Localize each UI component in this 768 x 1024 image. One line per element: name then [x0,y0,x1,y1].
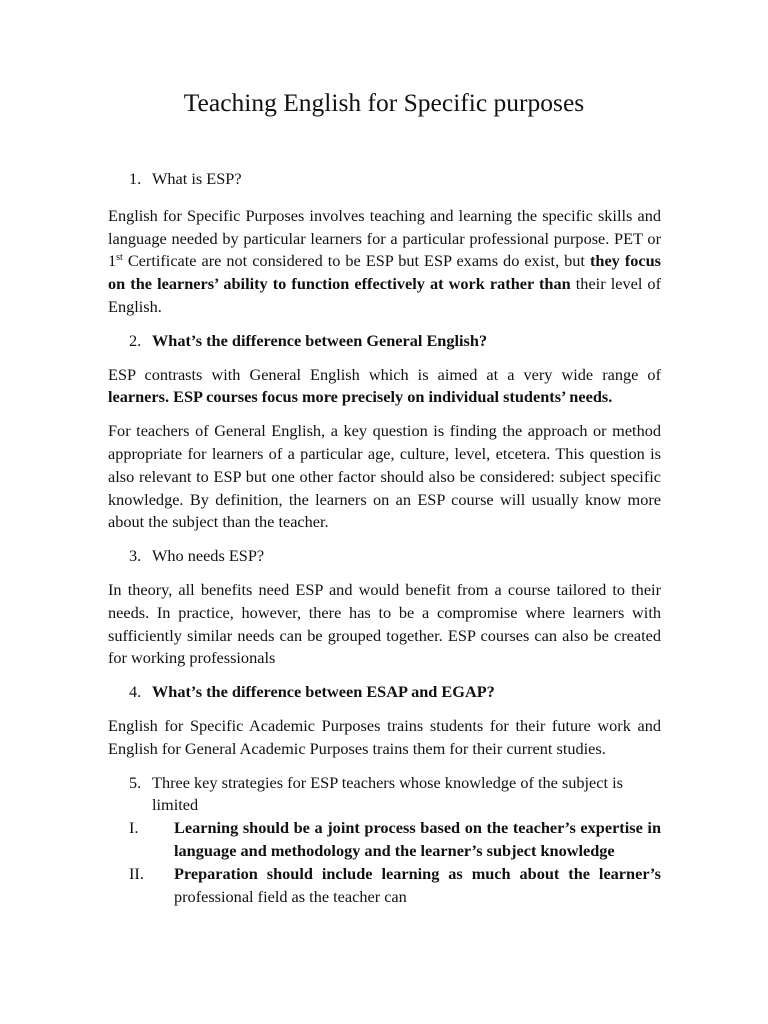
roman-numeral: II. [129,863,144,883]
list-item-text [174,863,661,909]
question-number: 3. [129,546,142,566]
question-text: What’s the difference between ESAP and EGAP? [152,682,495,702]
question-1 [108,168,661,191]
strategies-list [108,817,661,908]
paragraph-esp-contrast [108,364,661,410]
roman-numeral: I. [129,818,139,838]
bold-text: they focus on the learners’ ability to function effectively at work rather than [108,251,661,294]
question-4 [108,681,661,704]
bold-text: Preparation should include learning as much about the learner’s [174,863,661,883]
question-5 [108,772,661,818]
question-number: 5. [129,772,142,792]
paragraph-text: ESP contrasts with General English which is aimed at a very wide range of [108,364,661,384]
question-number: 4. [129,682,142,702]
question-text: What’s the difference between General English? [152,330,488,350]
list-item [108,817,661,863]
question-number: 1. [129,169,142,188]
question-text: What is ESP? [152,169,242,188]
question-number: 2. [129,330,142,350]
list-item [108,863,661,909]
superscript: st [116,252,123,264]
paragraph-general-english-teachers: For teachers of General English, a key question is finding the approach or method appropriate for learners of a particular age, culture, level, etcetera. This question is also relevant to ESP but one other factor should also be considered: subject specific knowledge. By definition, the learners on an ESP course will usually know more about the subject than the teacher. [108,421,661,532]
bold-text: learners. ESP courses focus more precisely on individual students’ needs. [108,387,613,407]
question-2 [108,330,661,353]
paragraph-esp-definition [108,205,661,319]
question-text: Who needs ESP? [152,546,265,566]
document-body [108,168,661,908]
paragraph-esap-egap: English for Specific Academic Purposes trains students for their future work and English for General Academic Purposes trains them for their current studies. [108,715,661,758]
paragraph-who-needs-esp: In theory, all benefits need ESP and would benefit from a course tailored to their needs. In practice, however, there has to be a compromise where learners with sufficiently similar needs can be grouped together. ESP courses can also be created for working professionals [108,579,661,668]
bold-text: Learning should be a joint process based on the teacher’s expertise in language and methodology and the learner’s subject knowledge [174,818,661,860]
paragraph-text: English for Specific Purposes involves teaching and learning the specific skills and language needed by particular learners for a particular professional purpose. PET or 1 [108,205,661,271]
question-3 [108,545,661,568]
plain-text: professional field as the teacher can [174,886,407,906]
question-text: Three key strategies for ESP teachers whose knowledge of the subject is limited [152,772,623,815]
paragraph-text: their level of English. [108,274,661,316]
paragraph-text: Certificate are not considered to be ESP but ESP exams do exist, but [122,251,590,271]
page-title: Teaching English for Specific purposes [183,88,585,117]
list-item-text [174,817,661,863]
